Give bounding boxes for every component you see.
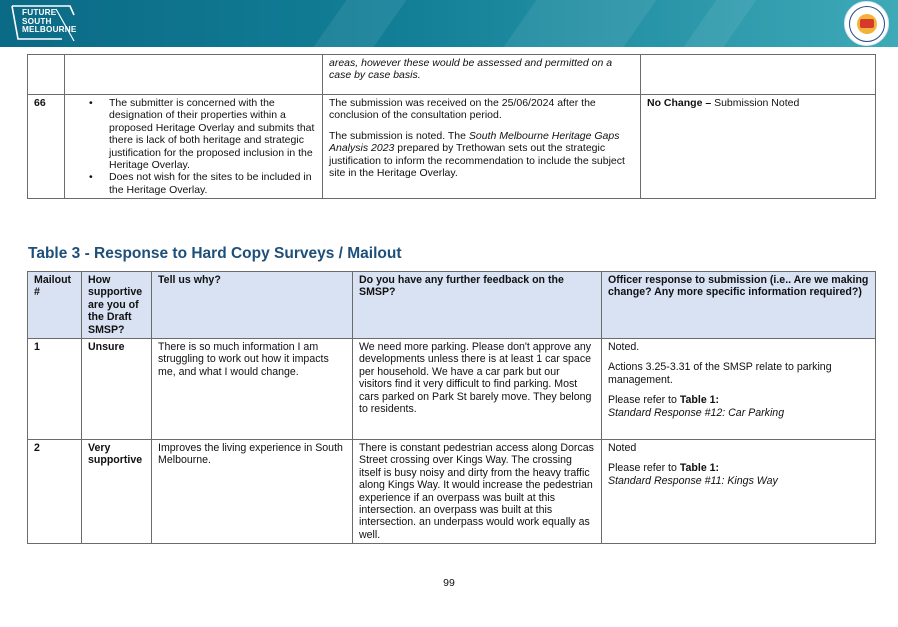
- table-row: [28, 95, 876, 199]
- support-level: Very supportive: [82, 440, 152, 544]
- column-header: Officer response to submission (i.e.. Are we making change? Any more specific information required?): [602, 272, 876, 339]
- list-item: • Does not wish for the sites to be included in the Heritage Overlay.: [71, 171, 316, 196]
- future-south-melbourne-logo: FUTURE SOUTH MELBOURNE: [8, 3, 78, 43]
- hard-copy-surveys-table: [27, 271, 876, 544]
- page-header-band: [0, 0, 898, 47]
- submission-summary-list: [71, 97, 316, 196]
- feedback-cell: There is constant pedestrian access along Dorcas Street crossing over Kings Way. The crossing itself is busy noisy and dirty from the heavy traffic along Kings Way. It would increase the pedestrian experience if an overpass was built at this intersection. an overpass was built at this intersection. an underpass would work equally as well.: [353, 440, 602, 544]
- column-header: Mailout #: [28, 272, 82, 339]
- submission-number: 66: [28, 95, 65, 199]
- table3-title: Table 3 - Response to Hard Copy Surveys / Mailout: [28, 245, 402, 262]
- why-cell: There is so much information I am struggling to work out how it impacts me, and what I would change.: [152, 339, 353, 440]
- response-paragraph: The submission is noted. The South Melbourne Heritage Gaps Analysis 2023 prepared by Trethowan sets out the strategic justification to inform the recommendation to include the subject site in the Heritage Overlay.: [329, 129, 625, 180]
- officer-response-cell: Noted. Actions 3.25-3.31 of the SMSP relate to parking management. Please refer to Table 1: Standard Response #12: Car Parking: [602, 339, 876, 440]
- column-header: How supportive are you of the Draft SMSP?: [82, 272, 152, 339]
- table-row: [28, 55, 876, 95]
- mailout-number: 2: [28, 440, 82, 544]
- officer-response-cell: Noted Please refer to Table 1: Standard Response #11: Kings Way: [602, 440, 876, 544]
- feedback-cell: We need more parking. Please don't approve any developments unless there is at least 1 car space per household. We have a car park but our visitors find it very difficult to find parking. Most cars parked on Park St barely move. They belong to residents.: [353, 339, 602, 440]
- city-of-port-phillip-seal: [844, 1, 889, 46]
- continued-response-line: case by case basis.: [329, 69, 421, 82]
- table-row: [28, 339, 876, 440]
- response-paragraph: The submission was received on the 25/06/2024 after the conclusion of the consultation period.: [329, 97, 596, 122]
- table-header-row: [28, 272, 876, 339]
- mailout-number: 1: [28, 339, 82, 440]
- submissions-table-continued: [27, 54, 876, 199]
- column-header: Do you have any further feedback on the SMSP?: [353, 272, 602, 339]
- list-item: • The submitter is concerned with the designation of their properties within a proposed Heritage Overlay and submits that there is lack of both heritage and strategic justification for the proposed inclusion in the Heritage Overlay.: [71, 97, 316, 171]
- outcome-cell: No Change – Submission Noted: [641, 95, 876, 199]
- table-row: [28, 440, 876, 544]
- continued-response-line: areas, however these would be assessed and permitted on a: [329, 57, 613, 69]
- column-header: Tell us why?: [152, 272, 353, 339]
- support-level: Unsure: [82, 339, 152, 440]
- why-cell: Improves the living experience in South Melbourne.: [152, 440, 353, 544]
- page-number: 99: [443, 577, 455, 589]
